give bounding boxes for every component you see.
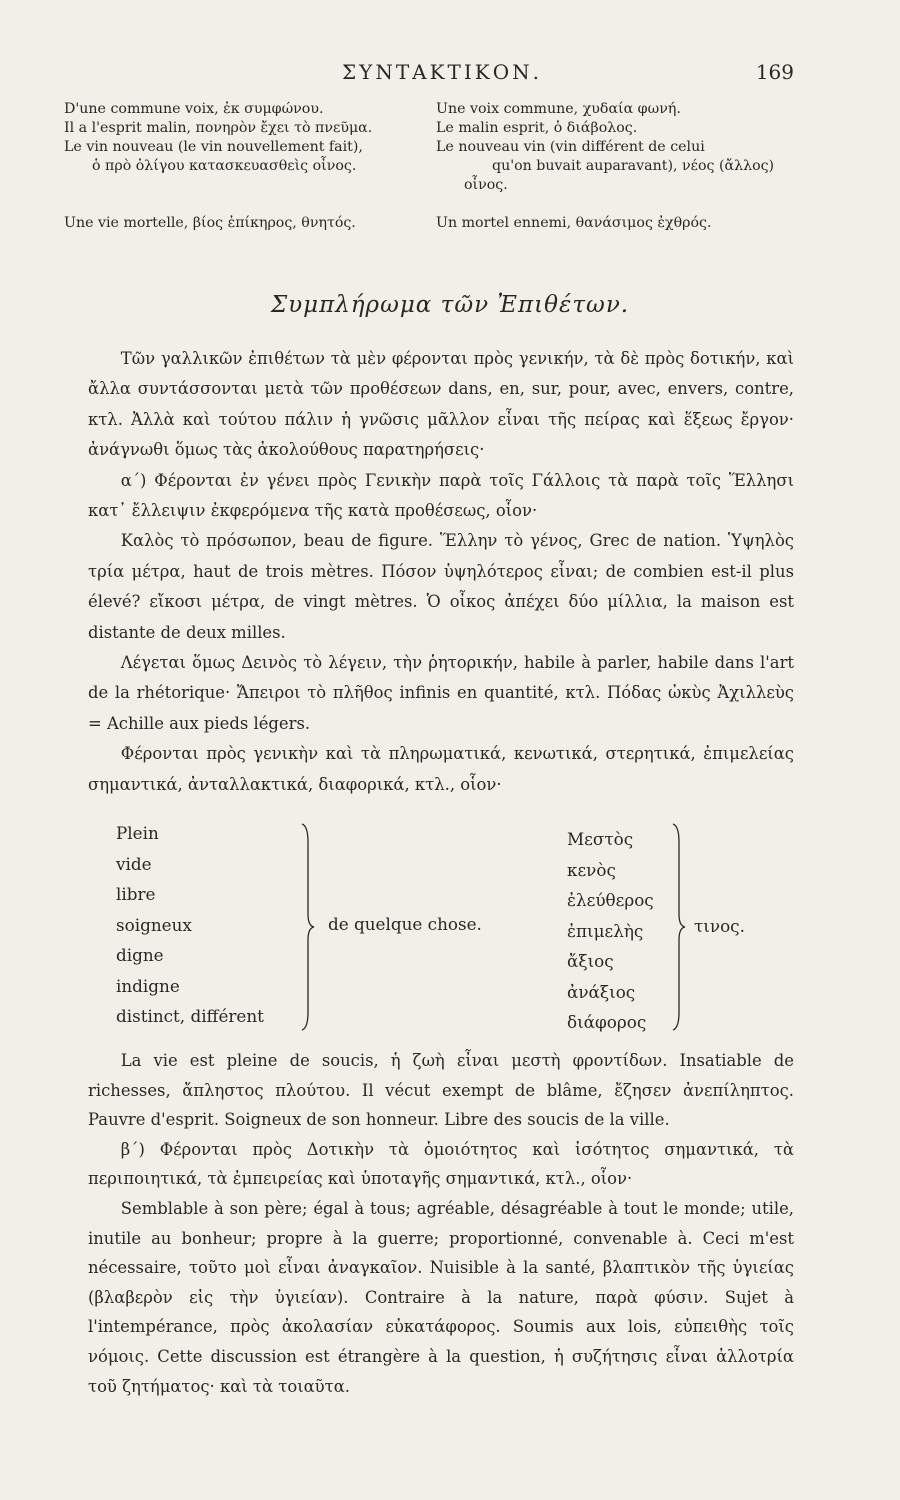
body-text-lower: [88, 1046, 794, 1401]
intro-paragraph: Τῶν γαλλικῶν ἐπιθέτων τὰ μὲν φέρονται πρὸς γενικήν, τὰ δὲ πρὸς δοτικήν, καὶ ἄλλα συντάσσονται μετὰ τῶν προθέσεων dans, en, sur, pour, avec, envers, contre, κτλ. Ἀλλὰ καὶ τούτου πάλιν ἡ γνῶσις μᾶλλον εἶναι τῆς πείρας καὶ ἕξεως ἔργον· ἀνάγνωθι ὅμως τὰς ἀκολούθους παρατηρήσεις·: [88, 349, 794, 460]
spacer: [64, 195, 800, 214]
legetai-paragraph: Λέγεται ὅμως Δεινὸς τὸ λέγειν, τὴν ῥητορικήν, habile à parler, habile dans l'art de la rhétorique· Ἄπειροι τὸ πλῆθος infinis en quantité, κτλ. Πόδας ὠκὺς Ἀχιλλεὺς = Achille aux pieds légers.: [88, 653, 794, 733]
phrase-right: Un mortel ennemi, θανάσιμος ἐχθρός.: [436, 215, 712, 231]
examples-paragraph: La vie est pleine de soucis, ἡ ζωὴ εἶναι μεστὴ φροντίδων. Insatiable de richesses, ἄπληστος πλούτου. Il vécut exempt de blâme, ἔζησεν ἀνεπίληπτος. Pauvre d'esprit. Soigneux de son honneur. Libre des soucis de la ville.: [88, 1051, 794, 1130]
list-item: κενὸς: [567, 859, 616, 880]
phrase-pair-row: [64, 100, 800, 119]
phrase-right: Le malin esprit, ὁ διάβολος.: [436, 120, 638, 136]
phrase-right: Une voix commune, χυδαία φωνή.: [436, 101, 681, 117]
running-title: ΣΥΝΤΑΚΤΙΚΟΝ.: [341, 60, 542, 84]
phrase-left: Le vin nouveau (le vin nouvellement fait),: [64, 139, 363, 155]
examples-paragraph: Semblable à son père; égal à tous; agréable, désagréable à tout le monde; utile, inutile au bonheur; propre à la guerre; proportionné, convenable à. Ceci m'est nécessaire, τοῦτο μοὶ εἶναι ἀναγκαῖον. Nuisible à la santé, βλαπτικὸν τῆς ὑγιείας (βλαβερὸν εἰς τὴν ὑγιείαν). Contraire à la nature, παρὰ φύσιν. Sujet à l'intempérance, πρὸς ἀκολασίαν εὐκατάφορος. Soumis aux lois, εὐπειθὴς τοῖς νόμοις. Cette discussion est étrangère à la question, ἡ συζήτησις εἶναι ἀλλοτρία τοῦ ζητήματος· καὶ τὰ τοιαῦτα.: [88, 1198, 794, 1396]
list-item: Plein: [116, 823, 159, 843]
french-adjectives: [116, 818, 264, 1032]
page-number: 169: [755, 60, 794, 84]
phrase-pair-row: [64, 119, 800, 138]
running-header: [90, 60, 794, 90]
brace-right: [671, 822, 687, 1032]
examples-paragraph: Καλὸς τὸ πρόσωπον, beau de figure. Ἕλλην τὸ γένος, Grec de nation. Ὑψηλὸς τρία μέτρα, haut de trois mètres. Πόσον ὑψηλότερος εἶναι; de combien est-il plus élevé? εἴκοσι μέτρα, de vingt mètres. Ὁ οἶκος ἀπέχει δύο μίλλια, la maison est distante de deux milles.: [88, 531, 794, 642]
phrase-pair-row: [64, 138, 800, 157]
brace-left: [300, 822, 316, 1032]
body-text-upper: [88, 344, 794, 800]
phrase-pairs: [64, 100, 800, 233]
list-middle-text: de quelque chose.: [328, 914, 482, 934]
phrase-left: Il a l'esprit malin, πονηρὸν ἔχει τὸ πνεῦμα.: [64, 120, 373, 136]
list-item: ἐλεύθερος: [567, 890, 654, 910]
phrase-pair-row: [64, 176, 800, 195]
list-item: ἀνάξιος: [567, 981, 636, 1002]
list-item: libre: [116, 884, 156, 904]
phrase-left: D'une commune voix, ἐκ συμφώνου.: [64, 101, 324, 117]
list-item: ἄξιος: [567, 951, 614, 971]
pherontai-paragraph: Φέρονται πρὸς γενικὴν καὶ τὰ πληρωματικά, κενωτικά, στερητικά, ἐπιμελείας σημαντικά, ἀνταλλακτικά, διαφορικά, κτλ., οἷον·: [88, 744, 794, 794]
list-suffix: τινος.: [694, 916, 745, 936]
phrase-pair-row: [64, 214, 800, 233]
phrase-left: ὁ πρὸ ὀλίγου κατασκευασθεὶς οἶνος.: [92, 158, 357, 174]
phrase-right: Le nouveau vin (vin différent de celui: [436, 139, 705, 155]
phrase-pair-row: [64, 157, 800, 176]
rule-alpha-paragraph: α΄) Φέρονται ἐν γένει πρὸς Γενικὴν παρὰ τοῖς Γάλλοις τὰ παρὰ τοῖς Ἕλλησι κατ᾽ ἔλλειψιν ἐκφερόμενα τῆς κατὰ προθέσεως, οἷον·: [88, 470, 794, 521]
phrase-left: [64, 176, 436, 195]
adjective-list: [116, 818, 796, 1036]
rule-beta-paragraph: β΄) Φέρονται πρὸς Δοτικὴν τὰ ὁμοιότητος καὶ ἰσότητος σημαντικά, τὰ περιποιητικά, τὰ ἐμπειρείας καὶ ὑποταγῆς σημαντικά, κτλ., οἷον·: [88, 1139, 794, 1189]
list-item: distinct, différent: [116, 1006, 264, 1026]
list-item: vide: [116, 853, 152, 874]
phrase-right: οἶνος.: [464, 177, 508, 193]
section-title: Συμπλήρωμα τῶν Ἐπιθέτων.: [270, 292, 630, 318]
list-item: digne: [116, 945, 164, 965]
list-item: Μεστὸς: [567, 829, 634, 849]
greek-adjectives: [567, 824, 654, 1038]
phrase-right: qu'on buvait auparavant), νέος (ἄλλος): [492, 158, 775, 174]
list-item: soigneux: [116, 914, 192, 935]
list-item: ἐπιμελὴς: [567, 920, 644, 941]
list-item: indigne: [116, 975, 180, 996]
list-item: διάφορος: [567, 1012, 647, 1032]
phrase-left: Une vie mortelle, βίος ἐπίκηρος, θνητός.: [64, 215, 356, 231]
